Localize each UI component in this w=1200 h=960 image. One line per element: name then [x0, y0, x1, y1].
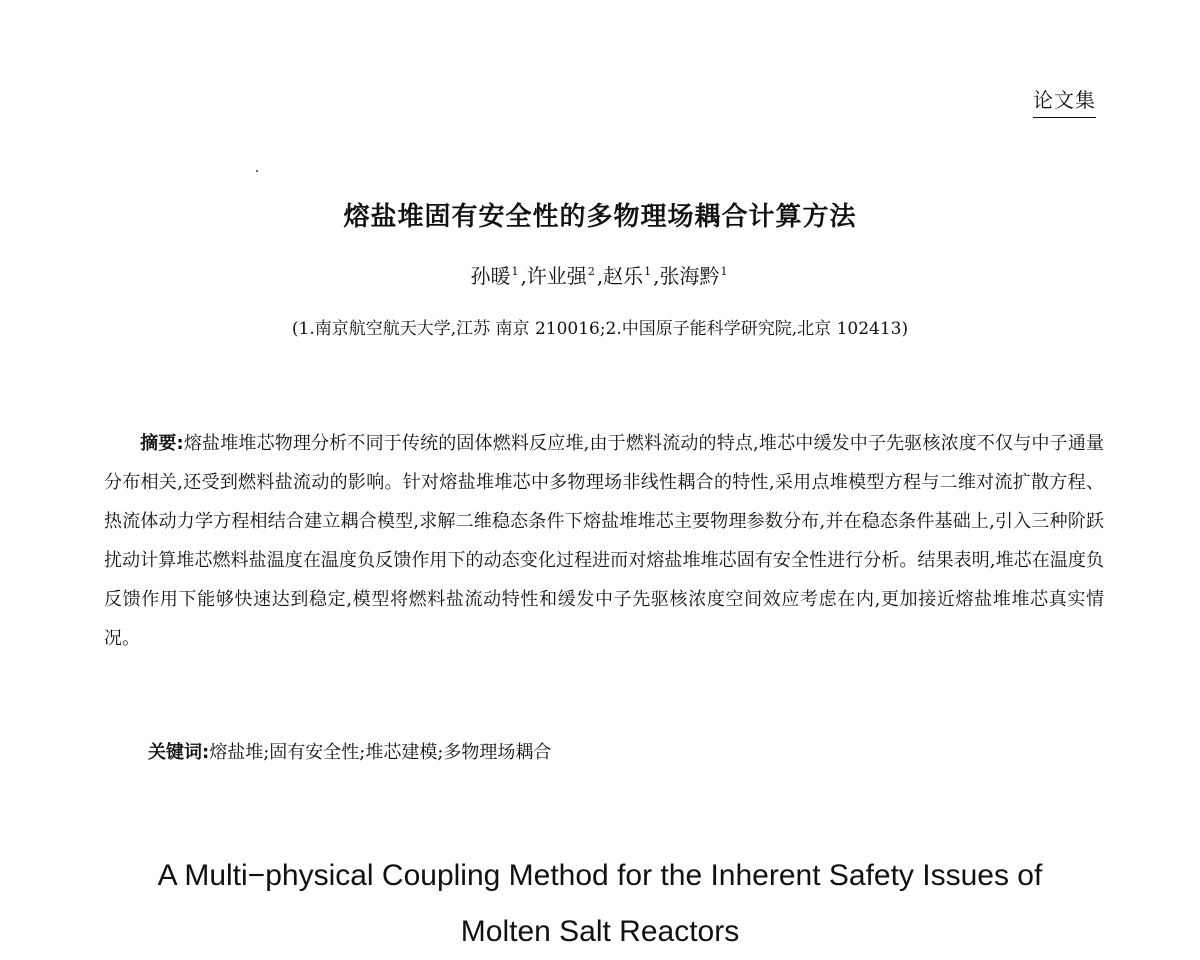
author-name: 张海黔 — [659, 264, 720, 288]
abstract-label: 摘要: — [140, 433, 184, 454]
author-affil-mark: 2 — [587, 265, 595, 279]
abstract-text: 熔盐堆堆芯物理分析不同于传统的固体燃料反应堆,由于燃料流动的特点,堆芯中缓发中子先驱核浓度不仅与中子通量分布相关,还受到燃料盐流动的影响。针对熔盐堆堆芯中多物理场非线性耦合的特性,采用点堆模型方程与二维对流扩散方程、热流体动力学方程相结合建立耦合模型,求解二维稳态条件下熔盐堆堆芯主要物理参数分布,并在稳态条件基础上,引入三种阶跃扰动计算堆芯燃料盐温度在温度负反馈作用下的动态变化过程进而对熔盐堆堆芯固有安全性进行分析。结果表明,堆芯在温度负反馈作用下能够快速达到稳定,模型将燃料盐流动特性和缓发中子先驱核浓度空间效应考虑在内,更加接近熔盐堆堆芯真实情况。 — [104, 433, 1104, 649]
keywords-line — [148, 738, 551, 764]
collection-header-label: 论文集 — [1033, 84, 1096, 118]
scan-speck — [256, 170, 258, 172]
paper-title-en — [0, 848, 1200, 960]
author-name: 赵乐 — [603, 264, 644, 288]
paper-title-cn: 熔盐堆固有安全性的多物理场耦合计算方法 — [343, 202, 857, 232]
paper-title-en-line2: Molten Salt Reactors — [460, 915, 740, 948]
author-separator: , — [596, 264, 604, 288]
affiliation: (1.南京航空航天大学,江苏 南京 210016;2.中国原子能科学研究院,北京 102413) — [291, 319, 909, 339]
abstract-paragraph — [104, 424, 1104, 658]
author-affil-mark: 1 — [644, 265, 652, 279]
author-list — [0, 260, 1200, 289]
author-affil-mark: 1 — [511, 265, 519, 279]
author-name: 许业强 — [526, 264, 587, 288]
author-separator: , — [653, 264, 660, 288]
paper-title-en-line1: A Multi−physical Coupling Method for the Inherent Safety Issues of — [157, 859, 1043, 892]
keywords-text: 熔盐堆;固有安全性;堆芯建模;多物理场耦合 — [209, 742, 552, 763]
author-name: 孙暖 — [470, 264, 511, 288]
keywords-label: 关键词: — [148, 742, 210, 763]
author-affil-mark: 1 — [720, 265, 728, 279]
author-separator: , — [520, 264, 527, 288]
